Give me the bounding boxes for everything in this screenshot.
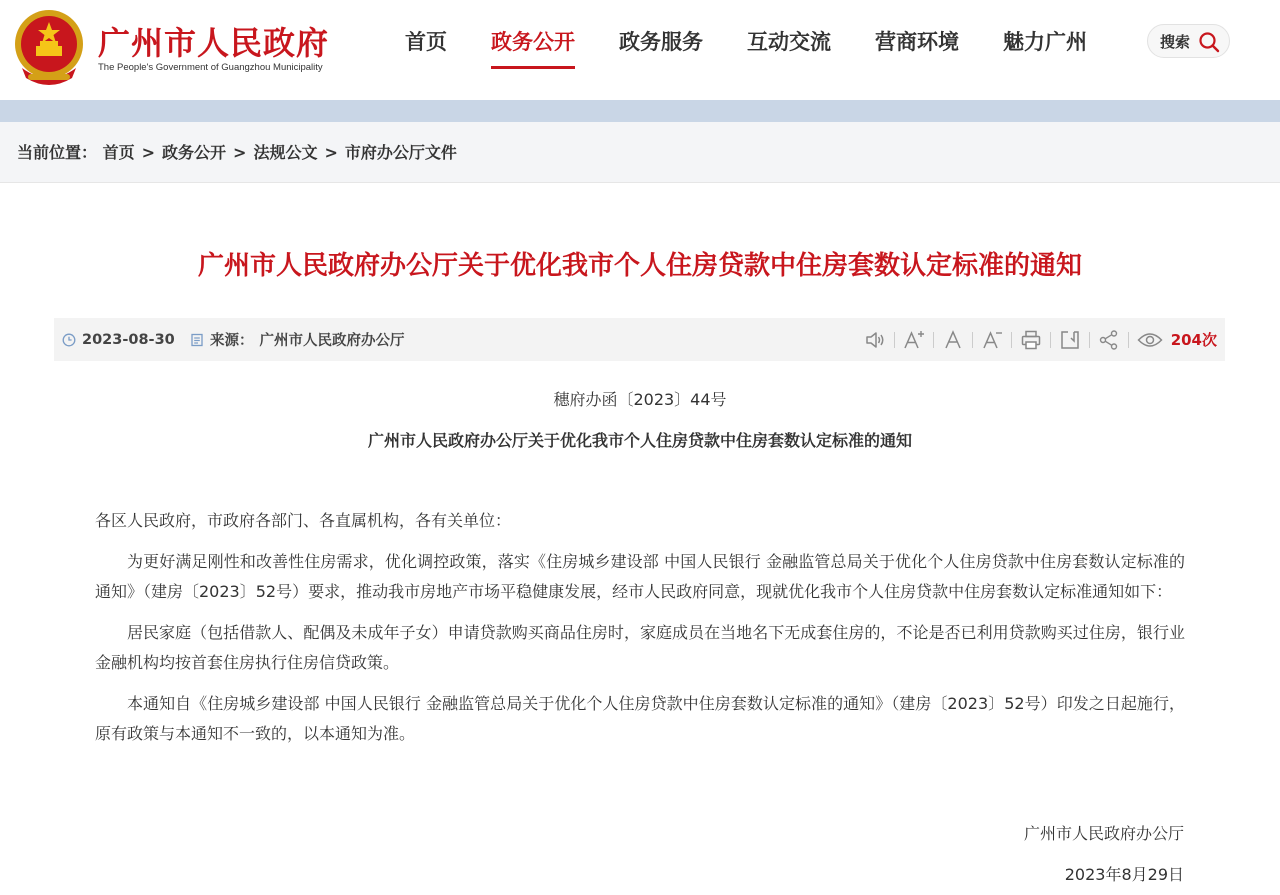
publish-date <box>62 318 175 361</box>
article-body <box>95 506 1185 760</box>
header-divider-band <box>0 100 1280 122</box>
nav-interaction[interactable]: 互动交流 <box>747 30 831 54</box>
nav-charm-guangzhou[interactable]: 魅力广州 <box>1003 30 1087 54</box>
print-icon[interactable] <box>1018 327 1044 353</box>
site-name[interactable]: 广州市人民政府 <box>98 24 330 62</box>
breadcrumb <box>17 122 457 183</box>
eye-icon <box>1135 327 1165 353</box>
source-label: 来源： <box>210 333 254 349</box>
page-title: 广州市人民政府办公厅关于优化我市个人住房贷款中住房套数认定标准的通知 <box>197 251 1082 281</box>
nav-government-services[interactable]: 政务服务 <box>619 30 703 54</box>
breadcrumb-separator: > <box>233 143 247 162</box>
salutation: 各区人民政府，市政府各部门、各直属机构，各有关单位： <box>95 511 512 530</box>
document-number: 穗府办函〔2023〕44号 <box>553 390 727 409</box>
font-increase-icon[interactable] <box>901 327 927 353</box>
search-label: 搜索 <box>1160 32 1191 51</box>
site-header <box>0 0 1280 100</box>
nav-home[interactable]: 首页 <box>405 30 447 54</box>
toolbar-divider <box>1089 332 1090 348</box>
source-value: 广州市人民政府办公厅 <box>259 333 405 349</box>
toolbar-divider <box>894 332 895 348</box>
breadcrumb-prefix: 当前位置： <box>17 143 98 162</box>
document-subtitle: 广州市人民政府办公厅关于优化我市个人住房贷款中住房套数认定标准的通知 <box>367 431 912 450</box>
breadcrumb-item-home[interactable]: 首页 <box>102 143 135 162</box>
site-subname: The People's Government of Guangzhou Municipality <box>98 62 323 73</box>
search-button[interactable] <box>1147 24 1230 58</box>
issuing-authority: 广州市人民政府办公厅 <box>1023 824 1184 843</box>
article-source <box>190 318 405 361</box>
toolbar-divider <box>1050 332 1051 348</box>
breadcrumb-bar <box>0 122 1280 183</box>
breadcrumb-item-regulations[interactable]: 法规公文 <box>253 143 318 162</box>
nav-business-environment[interactable]: 营商环境 <box>875 30 959 54</box>
signing-date: 2023年8月29日 <box>1064 865 1184 884</box>
view-count: 204次 <box>1170 331 1217 349</box>
speaker-icon[interactable] <box>862 327 888 353</box>
national-emblem-icon[interactable] <box>12 8 86 86</box>
font-decrease-icon[interactable] <box>979 327 1005 353</box>
export-icon[interactable] <box>1057 327 1083 353</box>
publish-date-value: 2023-08-30 <box>82 331 175 348</box>
toolbar-divider <box>933 332 934 348</box>
font-normal-icon[interactable] <box>940 327 966 353</box>
search-icon <box>1198 31 1220 53</box>
toolbar-divider <box>972 332 973 348</box>
breadcrumb-item-government-affairs[interactable]: 政务公开 <box>162 143 227 162</box>
article-toolbar <box>862 318 1217 361</box>
nav-government-affairs[interactable]: 政务公开 <box>469 0 597 100</box>
body-paragraph: 为更好满足刚性和改善性住房需求，优化调控政策，落实《住房城乡建设部 中国人民银行 金融监管总局关于优化个人住房贷款中住房套数认定标准的通知》（建房〔2023〕52号）要求，推动我市房地产市场平稳健康发展，经市人民政府同意，现就优化我市个人住房贷款中住房套数认定标准通知如下： <box>95 551 1185 601</box>
toolbar-divider <box>1011 332 1012 348</box>
clock-icon <box>62 333 76 347</box>
main-nav <box>383 0 1109 100</box>
body-paragraph: 居民家庭（包括借款人、配偶及未成年子女）申请贷款购买商品住房时，家庭成员在当地名下无成套住房的，不论是否已利用贷款购买过住房，银行业金融机构均按首套住房执行住房信贷政策。 <box>95 622 1185 672</box>
share-icon[interactable] <box>1096 327 1122 353</box>
breadcrumb-separator: > <box>324 143 338 162</box>
document-icon <box>190 333 204 347</box>
body-paragraph: 本通知自《住房城乡建设部 中国人民银行 金融监管总局关于优化个人住房贷款中住房套数认定标准的通知》（建房〔2023〕52号）印发之日起施行，原有政策与本通知不一致的，以本通知为准。 <box>95 693 1185 743</box>
toolbar-divider <box>1128 332 1129 348</box>
breadcrumb-separator: > <box>141 143 156 162</box>
breadcrumb-item-office-documents[interactable]: 市府办公厅文件 <box>344 143 457 162</box>
article-info-bar <box>54 318 1225 361</box>
